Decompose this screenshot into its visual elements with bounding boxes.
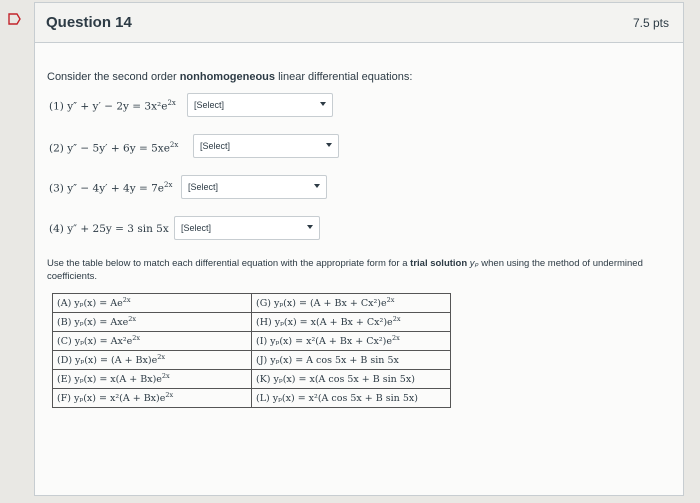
table-row xyxy=(53,389,451,408)
trial-solution-option: (J) yₚ(x) = A cos 5x + B sin 5x xyxy=(252,351,451,370)
answer-select-2[interactable]: [Select] xyxy=(193,134,339,158)
equation-1: (1) $y'' + y' - 2y = 3x^2e^{2x}$ xyxy=(49,99,176,113)
chevron-down-icon xyxy=(307,225,313,229)
equation-4: (4) y″ + 25y = 3 sin 5x xyxy=(49,223,169,235)
trial-solution-option: (C) $y_p(x) = Ax^2e^{2x}$ xyxy=(53,332,252,351)
answer-select-3[interactable]: [Select] xyxy=(181,175,327,199)
trial-solution-option: (H) $y_p(x) = x(A + Bx + Cx^2)e^{2x}$ xyxy=(252,313,451,332)
trial-solution-option: (D) $y_p(x) = (A + Bx)e^{2x}$ xyxy=(53,351,252,370)
trial-solution-option: (E) $y_p(x) = x(A + Bx)e^{2x}$ xyxy=(53,370,252,389)
answer-select-4[interactable]: [Select] xyxy=(174,216,320,240)
trial-solution-option: (I) $y_p(x) = x^2(A + Bx + Cx^2)e^{2x}$ xyxy=(252,332,451,351)
answer-select-1[interactable]: [Select] xyxy=(187,93,333,117)
instructions-text: Use the table below to match each differential equation with the appropriate form for a trial solution yₚ when using the method of undermined coefficients. xyxy=(47,258,643,282)
trial-solution-option: (F) $y_p(x) = x^2(A + Bx)e^{2x}$ xyxy=(53,389,252,408)
question-header xyxy=(35,3,683,43)
trial-solution-option: (K) yₚ(x) = x(A cos 5x + B sin 5x) xyxy=(252,370,451,389)
equation-2: (2) $y'' - 5y' + 6y = 5xe^{2x}$ xyxy=(49,141,179,155)
table-row xyxy=(53,351,451,370)
table-row xyxy=(53,313,451,332)
bookmark-flag-icon[interactable] xyxy=(7,12,21,26)
trial-solution-option: (A) $y_p(x) = Ae^{2x}$ xyxy=(53,294,252,313)
trial-solution-option: (B) yₚ(x) = Axe$^{2x}$ xyxy=(53,313,252,332)
chevron-down-icon xyxy=(314,184,320,188)
question-points: 7.5 pts xyxy=(632,15,669,30)
trial-solution-table xyxy=(52,293,451,408)
table-row xyxy=(53,332,451,351)
table-row xyxy=(53,294,451,313)
equation-3: (3) $y'' - 4y' + 4y = 7e^{2x}$ xyxy=(49,181,173,195)
question-title: Question 14 xyxy=(46,14,132,31)
trial-solution-option: (G) $y_p(x) = (A + Bx + Cx^2)e^{2x}$ xyxy=(252,294,451,313)
trial-solution-option: (L) yₚ(x) = x²(A cos 5x + B sin 5x) xyxy=(252,389,451,408)
question-intro: Consider the second order nonhomogeneous linear differential equations: xyxy=(47,71,413,83)
table-row xyxy=(53,370,451,389)
question-card xyxy=(34,2,684,496)
chevron-down-icon xyxy=(320,102,326,106)
chevron-down-icon xyxy=(326,143,332,147)
